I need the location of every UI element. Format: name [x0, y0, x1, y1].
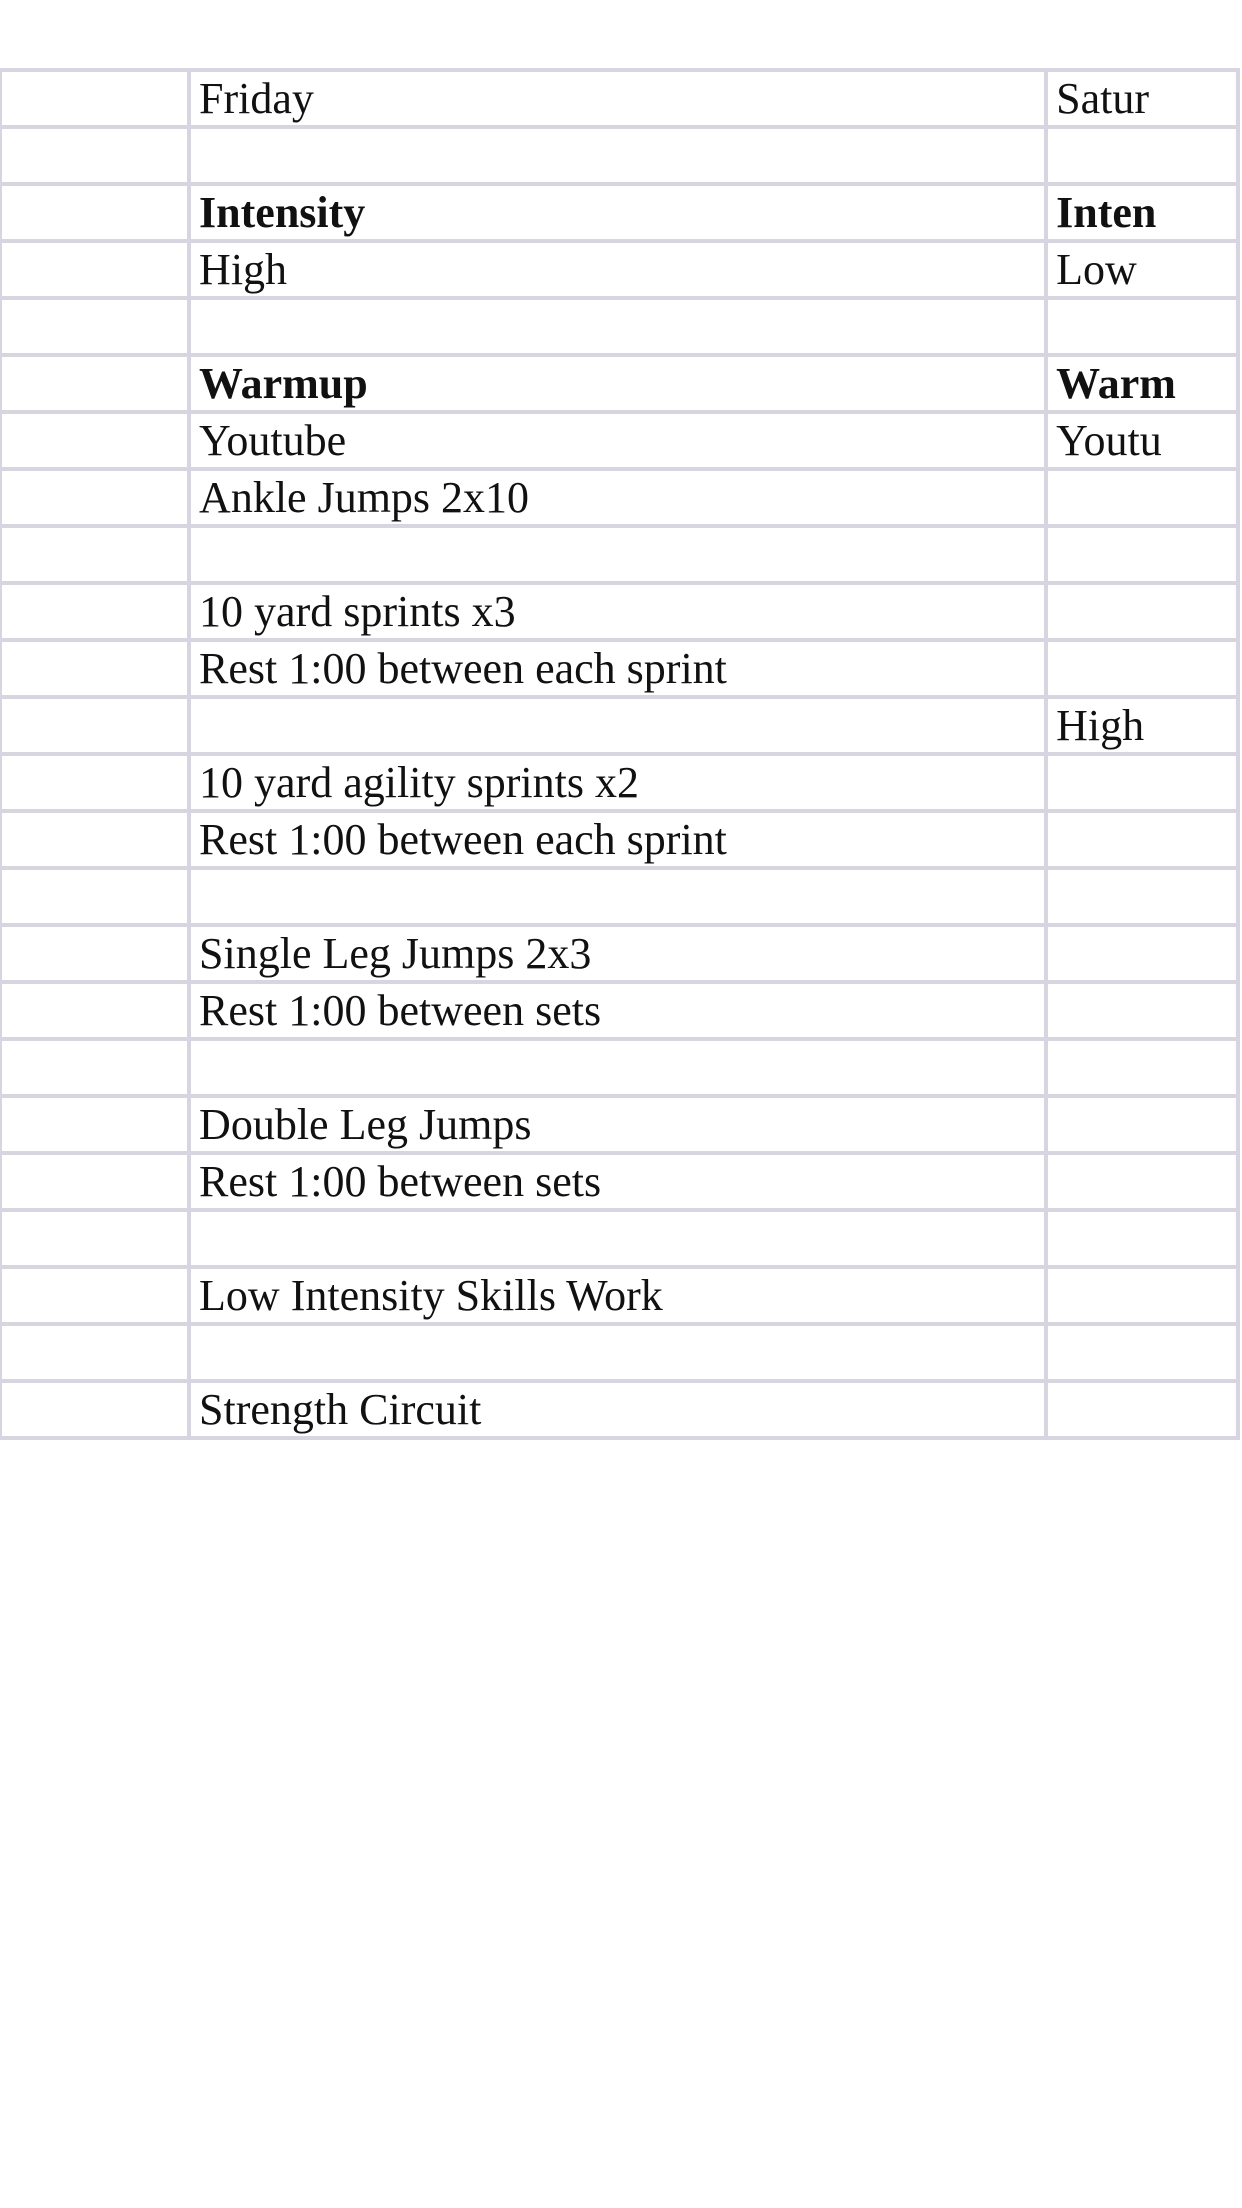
cell-c[interactable] — [1046, 1210, 1238, 1267]
cell-c[interactable]: Satur — [1046, 70, 1238, 127]
cell-c[interactable] — [1046, 754, 1238, 811]
cell-b[interactable]: Rest 1:00 between each sprint — [189, 811, 1046, 868]
cell-c[interactable] — [1046, 640, 1238, 697]
cell-b[interactable]: Rest 1:00 between each sprint — [189, 640, 1046, 697]
table-row — [0, 412, 1238, 469]
cell-a[interactable] — [0, 811, 189, 868]
cell-c[interactable] — [1046, 298, 1238, 355]
cell-c[interactable] — [1046, 526, 1238, 583]
cell-a[interactable] — [0, 583, 189, 640]
table-row — [0, 583, 1238, 640]
cell-a[interactable] — [0, 697, 189, 754]
cell-a[interactable] — [0, 1267, 189, 1324]
cell-c[interactable] — [1046, 1153, 1238, 1210]
cell-c[interactable] — [1046, 1096, 1238, 1153]
table-row — [0, 811, 1238, 868]
table-row — [0, 1324, 1238, 1381]
cell-c[interactable]: Warm — [1046, 355, 1238, 412]
cell-b[interactable] — [189, 298, 1046, 355]
cell-b[interactable]: Ankle Jumps 2x10 — [189, 469, 1046, 526]
table-row — [0, 469, 1238, 526]
cell-c[interactable] — [1046, 1039, 1238, 1096]
cell-b[interactable] — [189, 127, 1046, 184]
cell-b[interactable]: Low Intensity Skills Work — [189, 1267, 1046, 1324]
spreadsheet-body — [0, 70, 1238, 1438]
cell-b[interactable] — [189, 526, 1046, 583]
table-row — [0, 1096, 1238, 1153]
cell-c[interactable] — [1046, 982, 1238, 1039]
cell-a[interactable] — [0, 1039, 189, 1096]
table-row — [0, 1153, 1238, 1210]
cell-c[interactable] — [1046, 1324, 1238, 1381]
cell-a[interactable] — [0, 1096, 189, 1153]
table-row — [0, 1210, 1238, 1267]
table-row — [0, 355, 1238, 412]
table-row — [0, 697, 1238, 754]
table-row — [0, 754, 1238, 811]
cell-b[interactable] — [189, 697, 1046, 754]
cell-c[interactable]: Inten — [1046, 184, 1238, 241]
table-row — [0, 1381, 1238, 1438]
cell-c[interactable] — [1046, 1267, 1238, 1324]
cell-a[interactable] — [0, 925, 189, 982]
cell-a[interactable] — [0, 241, 189, 298]
cell-a[interactable] — [0, 526, 189, 583]
table-row — [0, 298, 1238, 355]
cell-b[interactable]: Rest 1:00 between sets — [189, 1153, 1046, 1210]
cell-b[interactable] — [189, 868, 1046, 925]
cell-c[interactable] — [1046, 925, 1238, 982]
cell-c[interactable]: Youtu — [1046, 412, 1238, 469]
cell-a[interactable] — [0, 1210, 189, 1267]
cell-b[interactable] — [189, 1210, 1046, 1267]
table-row — [0, 184, 1238, 241]
spreadsheet-table — [0, 68, 1240, 1440]
cell-c[interactable] — [1046, 868, 1238, 925]
cell-a[interactable] — [0, 298, 189, 355]
cell-a[interactable] — [0, 469, 189, 526]
cell-c[interactable] — [1046, 811, 1238, 868]
cell-b[interactable]: Youtube — [189, 412, 1046, 469]
cell-a[interactable] — [0, 355, 189, 412]
cell-b[interactable]: Strength Circuit — [189, 1381, 1046, 1438]
cell-a[interactable] — [0, 982, 189, 1039]
cell-a[interactable] — [0, 70, 189, 127]
cell-b[interactable]: Warmup — [189, 355, 1046, 412]
cell-b[interactable] — [189, 1324, 1046, 1381]
cell-b[interactable]: 10 yard sprints x3 — [189, 583, 1046, 640]
cell-a[interactable] — [0, 754, 189, 811]
cell-a[interactable] — [0, 127, 189, 184]
cell-b[interactable]: 10 yard agility sprints x2 — [189, 754, 1046, 811]
cell-a[interactable] — [0, 1381, 189, 1438]
cell-b[interactable]: High — [189, 241, 1046, 298]
cell-a[interactable] — [0, 1324, 189, 1381]
cell-b[interactable]: Rest 1:00 between sets — [189, 982, 1046, 1039]
cell-c[interactable]: High — [1046, 697, 1238, 754]
cell-c[interactable]: Low — [1046, 241, 1238, 298]
table-row — [0, 925, 1238, 982]
cell-a[interactable] — [0, 1153, 189, 1210]
cell-c[interactable] — [1046, 127, 1238, 184]
table-row — [0, 640, 1238, 697]
cell-b[interactable]: Single Leg Jumps 2x3 — [189, 925, 1046, 982]
table-row — [0, 1039, 1238, 1096]
table-row — [0, 526, 1238, 583]
cell-b[interactable]: Double Leg Jumps — [189, 1096, 1046, 1153]
cell-c[interactable] — [1046, 583, 1238, 640]
cell-a[interactable] — [0, 640, 189, 697]
table-row — [0, 127, 1238, 184]
table-row — [0, 868, 1238, 925]
cell-b[interactable] — [189, 1039, 1046, 1096]
cell-a[interactable] — [0, 184, 189, 241]
cell-c[interactable] — [1046, 469, 1238, 526]
table-row — [0, 1267, 1238, 1324]
cell-a[interactable] — [0, 412, 189, 469]
cell-a[interactable] — [0, 868, 189, 925]
cell-b[interactable]: Intensity — [189, 184, 1046, 241]
table-row — [0, 241, 1238, 298]
cell-b[interactable]: Friday — [189, 70, 1046, 127]
table-row — [0, 70, 1238, 127]
cell-c[interactable] — [1046, 1381, 1238, 1438]
table-row — [0, 982, 1238, 1039]
